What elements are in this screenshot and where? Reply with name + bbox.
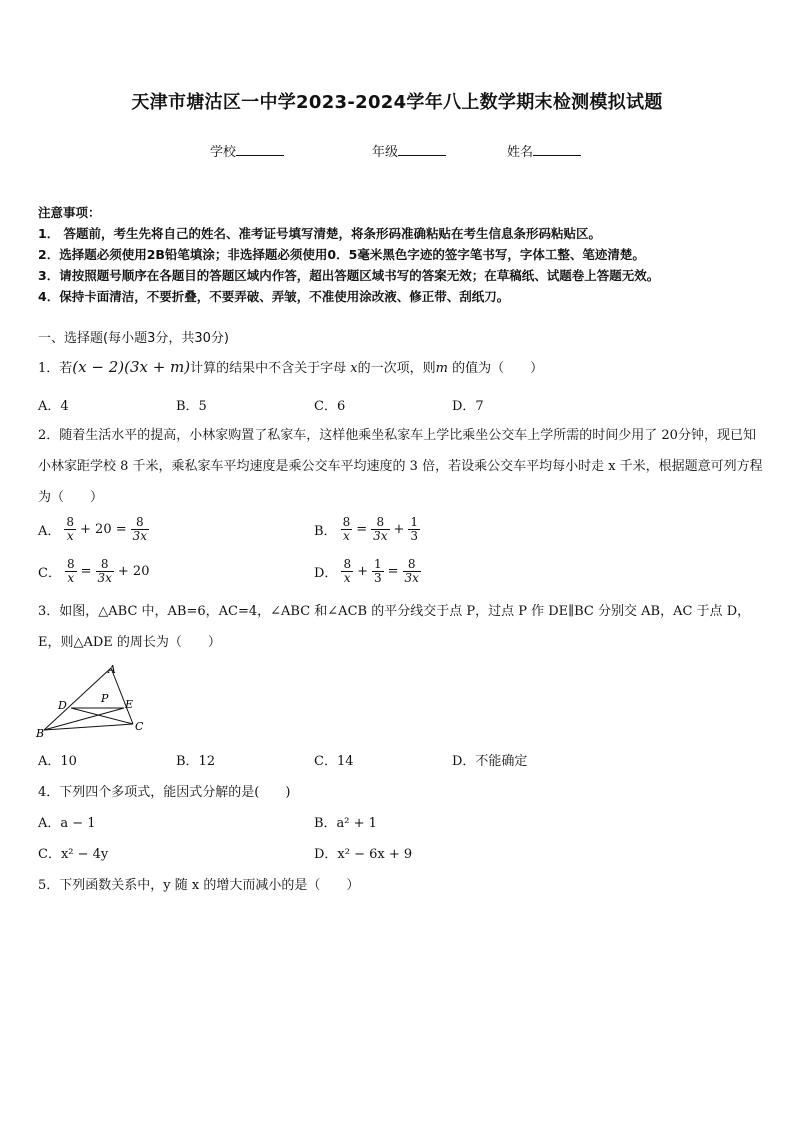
question-1 <box>38 357 543 376</box>
school-label: 学校 <box>210 145 237 160</box>
notice-item: 3．请按照题号顺序在各题目的答题区域内作答，超出答题区域书写的答案无效；在草稿纸、试题卷上答题无效。 <box>38 268 660 283</box>
operator: = <box>387 564 399 579</box>
q1-text: 计算的结果中不含关于字母 <box>190 361 347 376</box>
q3-option-a[interactable]: A．10 <box>38 754 77 769</box>
q2-option-b[interactable] <box>314 516 420 543</box>
q1-text: 的值为（ ） <box>452 361 544 376</box>
label-a: A <box>108 663 116 676</box>
option-letter: C． <box>38 566 61 581</box>
q3-option-d[interactable]: D．不能确定 <box>452 754 528 769</box>
q1-var-m: m <box>435 361 448 376</box>
school-blank[interactable] <box>236 143 284 156</box>
q1-option-a[interactable]: A．4 <box>38 399 69 414</box>
operator: + <box>357 564 368 579</box>
fraction: $\frac{8}{3x}$ <box>97 557 112 585</box>
notice-item: 2．选择题必须使用2B铅笔填涂；非选择题必须使用0．5毫米黑色字迹的签字笔书写，字体工整、笔迹清楚。 <box>38 247 645 262</box>
fraction: $\frac{1}{3}$ <box>373 557 382 585</box>
q3-option-c[interactable]: C．14 <box>314 754 354 769</box>
grade-field <box>372 141 446 160</box>
operator: = <box>356 522 368 537</box>
operator: + 20 <box>117 564 150 579</box>
label-p: P <box>101 692 109 705</box>
q2-option-d[interactable] <box>314 558 421 585</box>
q4-option-d[interactable]: D．x² − 6x + 9 <box>314 847 413 862</box>
q4-option-b[interactable]: B．a² + 1 <box>314 816 377 831</box>
section-heading: 一、选择题(每小题3分，共30分) <box>38 331 229 346</box>
q1-option-b[interactable]: B．5 <box>176 399 207 414</box>
q4-option-a[interactable]: A．a − 1 <box>38 816 96 831</box>
notice-item: 4．保持卡面清洁，不要折叠，不要弄破、弄皱，不准使用涂改液、修正带、刮纸刀。 <box>38 289 510 304</box>
option-letter: B． <box>314 524 337 539</box>
fraction: $\frac{8}{x}$ <box>66 515 75 543</box>
q3-option-b[interactable]: B．12 <box>176 754 216 769</box>
question-4: 4．下列四个多项式，能因式分解的是( ) <box>38 785 291 800</box>
segment-ac <box>111 668 133 724</box>
name-field <box>507 141 581 160</box>
fraction: $\frac{1}{3}$ <box>410 515 419 543</box>
page-title: 天津市塘沽区一中学2023-2024学年八上数学期末检测模拟试题 <box>131 92 663 113</box>
fraction: $\frac{8}{x}$ <box>66 557 75 585</box>
fraction: $\frac{8}{3x}$ <box>404 557 419 585</box>
fraction: $\frac{8}{3x}$ <box>132 515 148 543</box>
operator: + <box>393 522 405 537</box>
option-letter: A． <box>38 524 61 539</box>
notice-block <box>38 202 758 307</box>
q1-var-x: x <box>350 361 358 376</box>
q2-option-a[interactable] <box>38 516 149 543</box>
name-label: 姓名 <box>507 145 534 160</box>
notice-heading: 注意事项： <box>38 205 101 220</box>
label-c: C <box>135 720 144 733</box>
school-field <box>210 141 284 160</box>
segment-bc <box>44 724 133 730</box>
bisector-c <box>71 708 133 724</box>
q4-option-c[interactable]: C．x² − 4y <box>38 847 109 862</box>
operator: = <box>80 564 92 579</box>
question-3: 3．如图，△ABC 中，AB=6，AC=4，∠ABC 和∠ACB 的平分线交于点 P，过点 P 作 DE∥BC 分别交 AB，AC 于点 D，E，则△ADE 的周长为（ ） <box>38 604 751 650</box>
q1-option-d[interactable]: D．7 <box>452 399 484 414</box>
question-5: 5．下列函数关系中，y 随 x 的增大而减小的是（ ） <box>38 878 360 893</box>
label-e: E <box>125 698 134 711</box>
label-b: B <box>36 727 45 740</box>
fraction: $\frac{8}{x}$ <box>342 515 351 543</box>
q1-option-c[interactable]: C．6 <box>314 399 346 414</box>
triangle-figure <box>34 662 154 740</box>
notice-item: 1． 答题前，考生先将自己的姓名、准考证号填写清楚，将条形码准确粘贴在考生信息条形码粘贴区。 <box>38 226 602 241</box>
label-d: D <box>58 699 67 712</box>
q2-option-c[interactable] <box>38 558 149 585</box>
q1-expression: (x − 2)(3x + m) <box>72 358 191 376</box>
q1-number: 1．若 <box>38 361 73 376</box>
name-blank[interactable] <box>533 143 581 156</box>
fraction: $\frac{8}{x}$ <box>343 557 352 585</box>
grade-blank[interactable] <box>398 143 446 156</box>
grade-label: 年级 <box>372 145 399 160</box>
q1-text: 的一次项，则 <box>357 361 436 376</box>
question-2: 2．随着生活水平的提高，小林家购置了私家车，这样他乘坐私家车上学比乘坐公交车上学所需的时间少用了 20分钟，现已知小林家距学校 8 千米，乘私家车平均速度是乘公交车平均速度的 3 倍，若设乘公交车平均每小时走 x 千米，根据题意可列方程为（ ） <box>38 428 763 505</box>
option-letter: D． <box>314 566 338 581</box>
fraction: $\frac{8}{3x}$ <box>373 515 388 543</box>
operator: + 20 = <box>80 522 127 537</box>
